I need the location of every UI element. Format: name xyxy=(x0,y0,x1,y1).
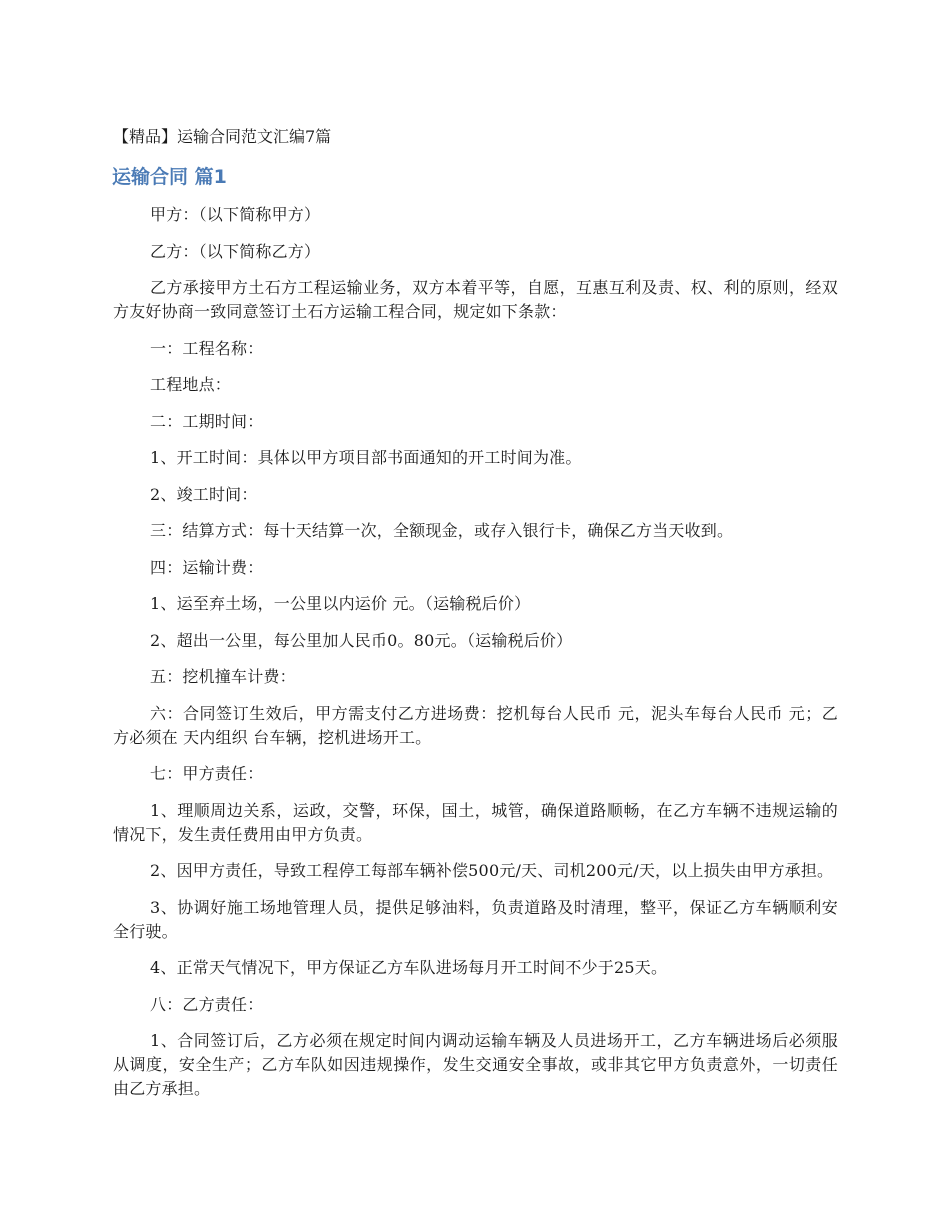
paragraph-entry-fee: 六：合同签订生效后，甲方需支付乙方进场费：挖机每台人民币 元，泥头车每台人民币 元；乙方必须在 天内组织 台车辆，挖机进场开工。 xyxy=(113,703,838,747)
paragraph-party-a-duty-3: 3、协调好施工场地管理人员，提供足够油料，负责道路及时清理，整平，保证乙方车辆顺利安全行驶。 xyxy=(113,897,838,941)
paragraph-settlement: 三：结算方式：每十天结算一次，全额现金，或存入银行卡，确保乙方当天收到。 xyxy=(150,521,734,540)
paragraph-freight-pricing: 四：运输计费： xyxy=(150,557,264,577)
paragraph-party-a-duties: 七：甲方责任： xyxy=(150,764,264,783)
paragraph-party-a: 甲方：（以下简称甲方） xyxy=(150,205,321,224)
paragraph-project-location: 工程地点： xyxy=(150,375,232,394)
document-title: 【精品】运输合同范文汇编7篇 xyxy=(113,127,332,146)
document-body xyxy=(113,203,838,1114)
paragraph-start-time: 1、开工时间：具体以甲方项目部书面通知的开工时间为准。 xyxy=(150,448,582,467)
paragraph-party-a-duty-2: 2、因甲方责任，导致工程停工每部车辆补偿500元/天、司机200元/天，以上损失由甲方承担。 xyxy=(150,861,834,880)
paragraph-party-a-duty-4: 4、正常天气情况下，甲方保证乙方车队进场每月开工时间不少于25天。 xyxy=(150,958,668,977)
section-heading: 运输合同 篇1 xyxy=(112,166,227,188)
paragraph-party-b-duties: 八：乙方责任： xyxy=(150,994,264,1014)
paragraph-intro: 乙方承接甲方土石方工程运输业务，双方本着平等，自愿，互惠互利及责、权、利的原则，经双方友好协商一致同意签订土石方运输工程合同，规定如下条款： xyxy=(113,278,838,321)
paragraph-completion-time: 2、竣工时间： xyxy=(150,484,258,504)
paragraph-excavator-pricing: 五：挖机撞车计费： xyxy=(150,667,296,686)
paragraph-project-name: 一：工程名称： xyxy=(150,338,264,358)
paragraph-party-a-duty-1: 1、理顺周边关系，运政，交警，环保，国土，城管，确保道路顺畅，在乙方车辆不违规运输的情况下，发生责任费用由甲方负责。 xyxy=(113,800,838,844)
paragraph-schedule: 二：工期时间： xyxy=(150,411,264,431)
paragraph-party-b: 乙方：（以下简称乙方） xyxy=(150,241,321,261)
paragraph-freight-item-2: 2、超出一公里，每公里加人民币0。80元。（运输税后价） xyxy=(150,630,573,650)
paragraph-freight-item-1: 1、运至弃土场，一公里以内运价 元。（运输税后价） xyxy=(150,594,531,613)
paragraph-party-b-duty-1: 1、合同签订后，乙方必须在规定时间内调动运输车辆及人员进场开工，乙方车辆进场后必须服从调度，安全生产；乙方车队如因违规操作，发生交通安全事故，或非其它甲方负责意外，一切责任由乙方承担。 xyxy=(113,1031,838,1098)
